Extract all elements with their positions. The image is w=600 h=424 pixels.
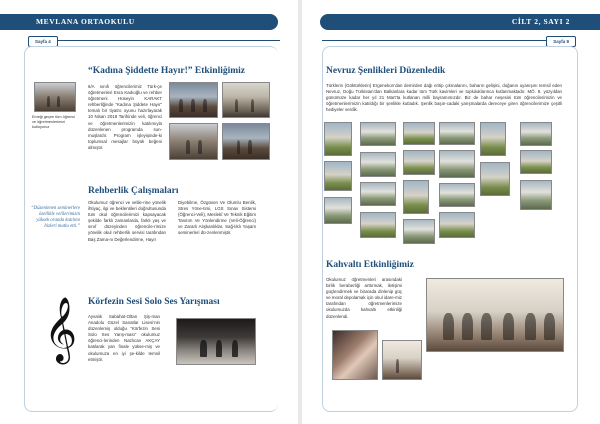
article-photo: [222, 123, 270, 160]
article-body-violence: 6/A sınıfı öğrencilerimiz Türk-çe öğretmenleri Esra Kadıoğlu ve rehber öğretmeni Hüseyin KARAKT rehberliğinde “Kadına Şiddete Hayır” temalı bir tiyatro oyunu hazırlayarak 10 Nisan 2018 Tarihinde veli, öğrenci ve öğretmenlerimizin katılımıyla düzenlenen programda sun-muşlardır. Program işleyişinde-ki toplumsal mesajlar büyük beğeni almıştır.: [88, 84, 162, 150]
breakfast-photo: [332, 330, 378, 380]
nevruz-photo: [439, 212, 475, 238]
article-title-guidance: Rehberlik Çalışmaları: [88, 186, 179, 196]
article-photo: [222, 82, 270, 118]
article-body-breakfast: Okulumuz öğretmenleri arasındaki birlik beraberliği arttırmak, iletişimi güçlendirmek ve birarada dinlenip güç ve moral depolamak için okul idare-miz tarafından öğretmenlerimize okulumuzda kahvaltı etkinliği düzenlendi.: [326, 277, 402, 319]
nevruz-photo: [480, 122, 506, 156]
page-number-label: Sayfa 9: [546, 36, 576, 47]
article-title-singing: Körfezin Sesi Solo Ses Yarışması: [88, 297, 220, 307]
left-page: [0, 0, 298, 424]
nevruz-photo: [403, 180, 429, 214]
page-number-label: Sayfa 4: [28, 36, 58, 47]
breakfast-photo: [426, 278, 564, 352]
nevruz-photo: [360, 212, 396, 238]
article-body-singing: Ayvalık Sabahat-Oltan Şiş-man Anadolu Güzel Sanatlar Lisesi’nin düzenlemiş olduğu “Körfezin Sesi Solo Ses Yarış-ması” okulumuz öğrenci-lerinden Nazlıcan AKÇAY katılarak yarı finale yükse-miş ve okulumuza en iyi şe-kilde temsil etmiştir.: [88, 314, 160, 362]
article-body-nevruz: Türklerin (Göktürklerin) Ergenekon’dan demirden dağı eritip çıkmalarını, baharın gelişini, doğanın uyanışını temsil eden Nevruz, Doğu Türkistan’dan Balkanlara kadar tüm Türk kavimleri ve topluluklarınca kutlanmaktadır. MÖ. 8. yüzyıldan günümüze kadar her yıl 21 Mart’ta kutlanan milli bayramımızdır. Biz de bahar neşesini tüm öğrencilerimizin ve öğretmenlerimizin katıldığı bir şenlikle kutladık. Şenlik başın-cadaki yarışmalarda dereceye giren öğrencilerimize çeşitli hediyeler verdik.: [326, 83, 562, 113]
photo-caption: Emeği geçen tüm öğrenci ve öğretmenlerimizi kutluyoruz: [32, 115, 76, 129]
article-photo: [169, 82, 218, 118]
article-photo: [176, 318, 256, 365]
nevruz-photo: [360, 152, 396, 177]
article-body-guidance-col2: Diyebilme, Özgüven Ve Olumlu Benlik, Stres Yöne-timi, LGS Sınav Sistemi (Öğrenci-Veli), Meslekî Ve Teknik Eğitim Tanıtım Ve Yönlendirme (Veli-Öğrenci) ve Zararlı Alışkanlıklar, Sağ-lıklı Yaşam seminerleri dü-zenlenmiştir.: [178, 200, 256, 236]
nevruz-photo: [439, 183, 475, 207]
nevruz-photo: [520, 150, 552, 174]
nevruz-photo: [520, 122, 552, 146]
nevruz-photo: [439, 122, 475, 145]
nevruz-photo: [520, 180, 552, 210]
nevruz-photo: [439, 150, 475, 178]
nevruz-photo: [324, 122, 352, 156]
treble-clef-icon: 𝄞: [44, 297, 78, 362]
nevruz-photo: [324, 197, 352, 224]
pull-quote: “Düzenlenen seminerlere özellikle velilerimizin yüksek oranda katılımı bizleri mutlu etti.”: [31, 206, 80, 229]
nevruz-photo: [360, 182, 396, 206]
nevruz-photo: [403, 150, 435, 175]
nevruz-photo: [480, 162, 510, 196]
article-title-nevruz: Nevruz Şenlikleri Düzenledik: [326, 66, 446, 76]
article-title-breakfast: Kahvaltı Etkinliğimiz: [326, 260, 414, 270]
nevruz-photo: [403, 122, 435, 145]
issue-header: CİLT 2, SAYI 2: [320, 14, 600, 30]
nevruz-photo: [403, 219, 435, 244]
breakfast-photo: [382, 340, 422, 380]
school-name-header: MEVLANA ORTAOKULU: [0, 14, 278, 30]
nevruz-photo: [360, 122, 396, 146]
article-photo: [34, 82, 76, 112]
header-rule: [50, 40, 280, 41]
article-title-violence: “Kadına Şiddette Hayır!” Etkinliğimiz: [88, 66, 246, 76]
nevruz-photo: [324, 161, 352, 191]
right-page: [302, 0, 600, 424]
article-photo: [169, 123, 218, 160]
header-rule: [322, 40, 554, 41]
article-body-guidance-col1: Okulumuz öğrenci ve velile-rine yönelik ihtiyaç, ilgi ve beklentileri doğrultusunda tüm okul öğrencilerimizi kapsayacak şekilde farklı zamanlarda, farklı yaş ve sınıf düzeyinden öğrencile-rimize yönelik okul rehberlik servisi tarafından Baş Zama-nı Değerlendirme, Hayır: [88, 200, 166, 242]
